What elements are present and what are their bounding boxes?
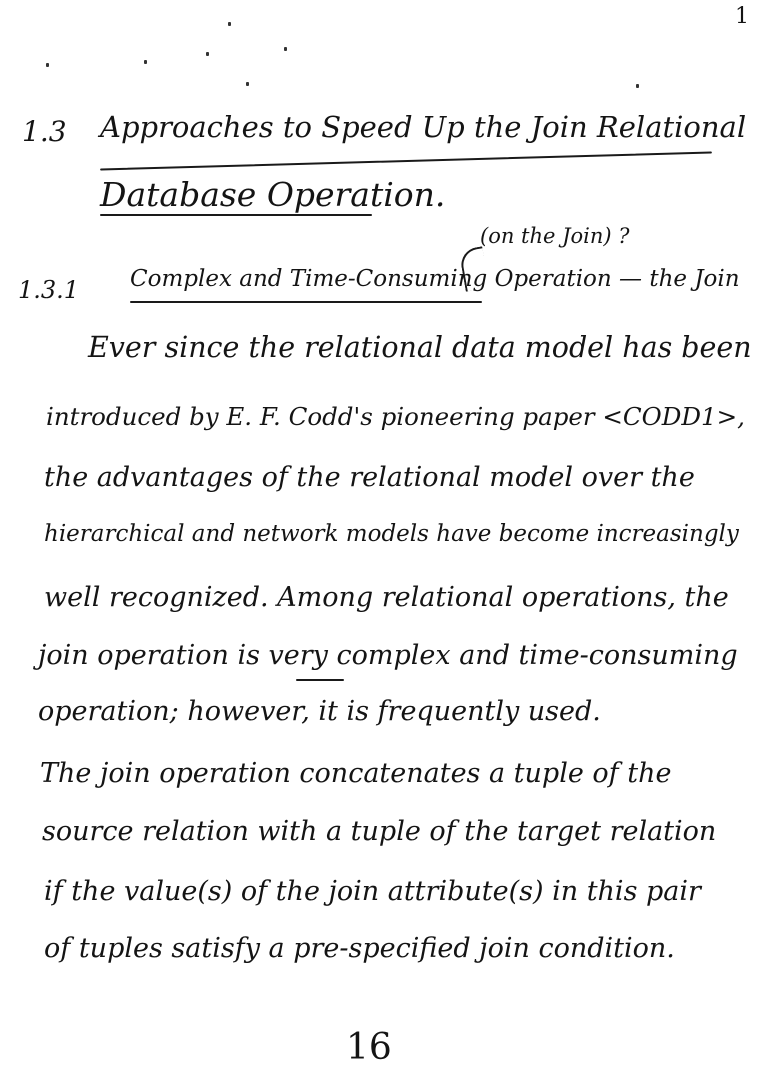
paper-speck (284, 47, 287, 51)
paper-speck (228, 22, 231, 26)
paper-speck (144, 60, 147, 64)
body-line: hierarchical and network models have become increasingly (44, 521, 739, 547)
section-number: 1.3 (22, 115, 67, 148)
subsection-title: Complex and Time-Consuming Operation — the Join (130, 266, 740, 292)
body-line: Ever since the relational data model has been (88, 331, 752, 364)
title-underline (100, 151, 712, 170)
body-line: source relation with a tuple of the target relation (42, 816, 717, 847)
margin-note: (on the Join) ? (480, 224, 630, 248)
page-number: 16 (346, 1027, 392, 1068)
subsection-underline (130, 301, 482, 303)
paper-speck (206, 52, 209, 56)
body-line: The join operation concatenates a tuple of the (40, 758, 672, 789)
paper-speck (636, 84, 639, 88)
page-corner-mark: 1 (735, 4, 749, 29)
body-line: if the value(s) of the join attribute(s) in this pair (44, 876, 701, 907)
paper-speck (246, 82, 249, 86)
body-line: of tuples satisfy a pre-specified join condition. (44, 933, 675, 964)
title-underline (100, 214, 372, 216)
paper-speck (46, 63, 49, 67)
body-line: join operation is very complex and time-consuming (38, 640, 738, 671)
body-line: operation; however, it is frequently used. (38, 696, 601, 727)
subsection-number: 1.3.1 (18, 276, 80, 304)
section-title-line-1: Approaches to Speed Up the Join Relational (100, 110, 747, 144)
body-line: well recognized. Among relational operations, the (44, 582, 729, 613)
body-line: introduced by E. F. Codd's pioneering paper <CODD1>, (46, 402, 745, 431)
section-title-line-2: Database Operation. (100, 175, 446, 214)
emphasis-underline (296, 679, 344, 681)
body-line: the advantages of the relational model over the (44, 462, 695, 493)
